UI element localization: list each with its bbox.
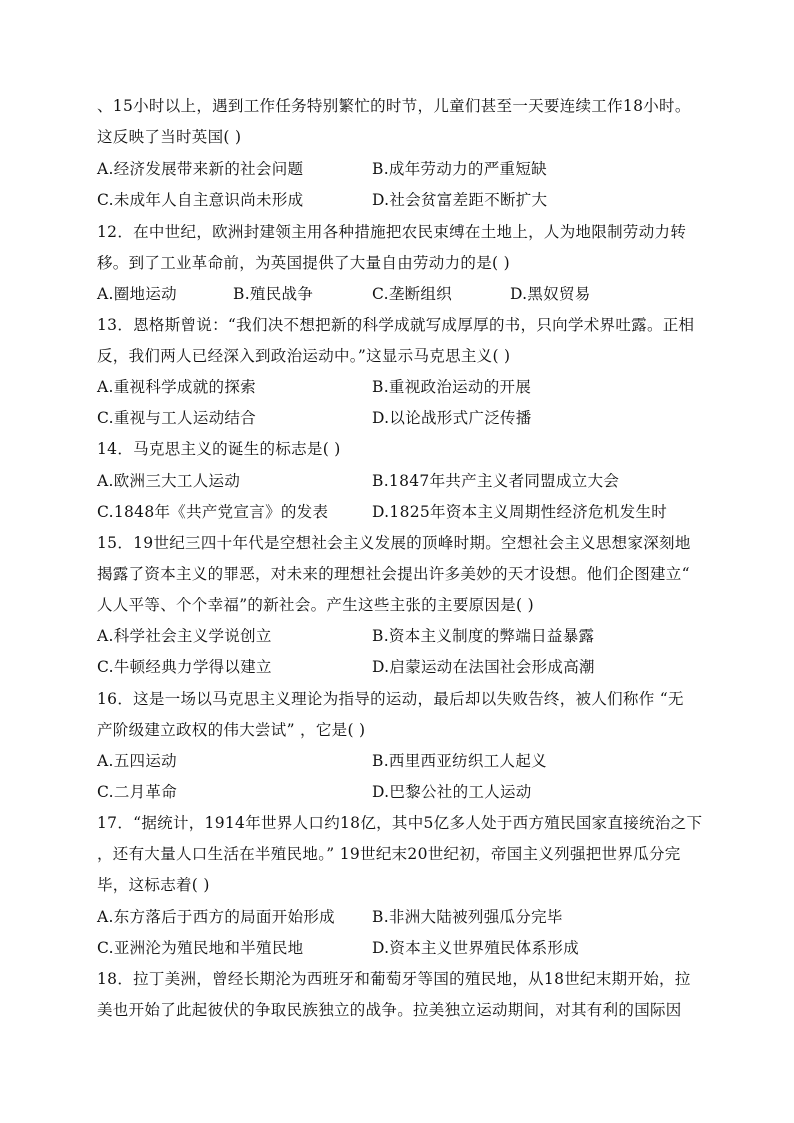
question-12-option-a: A.圈地运动 xyxy=(97,285,177,303)
question-15-text-line-1: 15．19世纪三四十年代是空想社会主义发展的顶峰时期。空想社会主义思想家深刻地 xyxy=(97,534,691,552)
question-17-option-d: D.资本主义世界殖民体系形成 xyxy=(372,939,580,957)
question-17-option-a: A.东方落后于西方的局面开始形成 xyxy=(97,908,335,926)
question-15-option-d: D.启蒙运动在法国社会形成高潮 xyxy=(372,658,595,676)
question-14-option-b: B.1847年共产主义者同盟成立大会 xyxy=(372,472,620,490)
question-15-text-line-3: 人人平等、个个幸福”的新社会。产生这些主张的主要原因是( ) xyxy=(97,596,534,614)
question-13-option-c: C.重视与工人运动结合 xyxy=(97,409,257,427)
question-15-option-c: C.牛顿经典力学得以建立 xyxy=(97,658,272,676)
question-17-option-c: C.亚洲沦为殖民地和半殖民地 xyxy=(97,939,304,957)
question-13-text-line-2: 反，我们两人已经深入到政治运动中。”这显示马克思主义( ) xyxy=(97,347,511,365)
question-12-option-b: B.殖民战争 xyxy=(233,285,314,303)
question-13-option-d: D.以论战形式广泛传播 xyxy=(372,409,532,427)
question-12-option-d: D.黑奴贸易 xyxy=(510,285,591,303)
question-17-text-line-2: ，还有大量人口生活在半殖民地。” 19世纪末20世纪初，帝国主义列强把世界瓜分完 xyxy=(97,845,681,863)
question-12-option-c: C.垄断组织 xyxy=(372,285,453,303)
question-14-option-d: D.1825年资本主义周期性经济危机发生时 xyxy=(372,503,668,521)
question-11-text-line-1: 、15小时以上，遇到工作任务特别繁忙的时节，儿童们甚至一天要连续工作18小时。 xyxy=(97,97,691,115)
question-16-text-line-2: 产阶级建立政权的伟大尝试” ，它是( ) xyxy=(97,721,366,739)
question-17-option-b: B.非洲大陆被列强瓜分完毕 xyxy=(372,908,563,926)
question-11-text-line-2: 这反映了当时英国( ) xyxy=(97,128,242,146)
question-14-option-a: A.欧洲三大工人运动 xyxy=(97,472,241,490)
question-11-option-b: B.成年劳动力的严重短缺 xyxy=(372,160,547,178)
question-15-option-a: A.科学社会主义学说创立 xyxy=(97,627,272,645)
question-15-text-line-2: 揭露了资本主义的罪恶，对未来的理想社会提出许多美妙的天才设想。他们企图建立“ xyxy=(97,565,690,583)
question-16-option-c: C.二月革命 xyxy=(97,783,178,801)
question-12-text-line-1: 12．在中世纪，欧洲封建领主用各种措施把农民束缚在土地上，人为地限制劳动力转 xyxy=(97,223,687,241)
question-13-text-line-1: 13．恩格斯曾说：“我们决不想把新的科学成就写成厚厚的书，只向学术界吐露。正相 xyxy=(97,316,695,334)
question-13-option-b: B.重视政治运动的开展 xyxy=(372,378,532,396)
question-15-option-b: B.资本主义制度的弊端日益暴露 xyxy=(372,627,595,645)
question-18-text-line-2: 美也开始了此起彼伏的争取民族独立的战争。拉美独立运动期间，对其有利的国际因 xyxy=(97,1001,682,1019)
question-17-text-line-3: 毕，这标志着( ) xyxy=(97,876,210,894)
question-16-option-b: B.西里西亚纺织工人起义 xyxy=(372,752,547,770)
question-17-text-line-1: 17．“据统计，1914年世界人口约18亿，其中5亿多人处于西方殖民国家直接统治之下 xyxy=(97,814,703,832)
question-14-option-c: C.1848年《共产党宣言》的发表 xyxy=(97,503,329,521)
question-16-option-d: D.巴黎公社的工人运动 xyxy=(372,783,532,801)
question-11-option-d: D.社会贫富差距不断扩大 xyxy=(372,191,548,209)
question-11-option-c: C.未成年人自主意识尚未形成 xyxy=(97,191,304,209)
question-11-option-a: A.经济发展带来新的社会问题 xyxy=(97,160,304,178)
question-16-option-a: A.五四运动 xyxy=(97,752,177,770)
question-18-text-line-1: 18．拉丁美洲，曾经长期沦为西班牙和葡萄牙等国的殖民地，从18世纪末期开始，拉 xyxy=(97,970,691,988)
question-14-text-line-1: 14．马克思主义的诞生的标志是( ) xyxy=(97,440,341,458)
question-16-text-line-1: 16．这是一场以马克思主义理论为指导的运动，最后却以失败告终，被人们称作 “无 xyxy=(97,690,684,708)
question-13-option-a: A.重视科学成就的探索 xyxy=(97,378,256,396)
question-12-text-line-2: 移。到了工业革命前，为英国提供了大量自由劳动力的是( ) xyxy=(97,254,510,272)
